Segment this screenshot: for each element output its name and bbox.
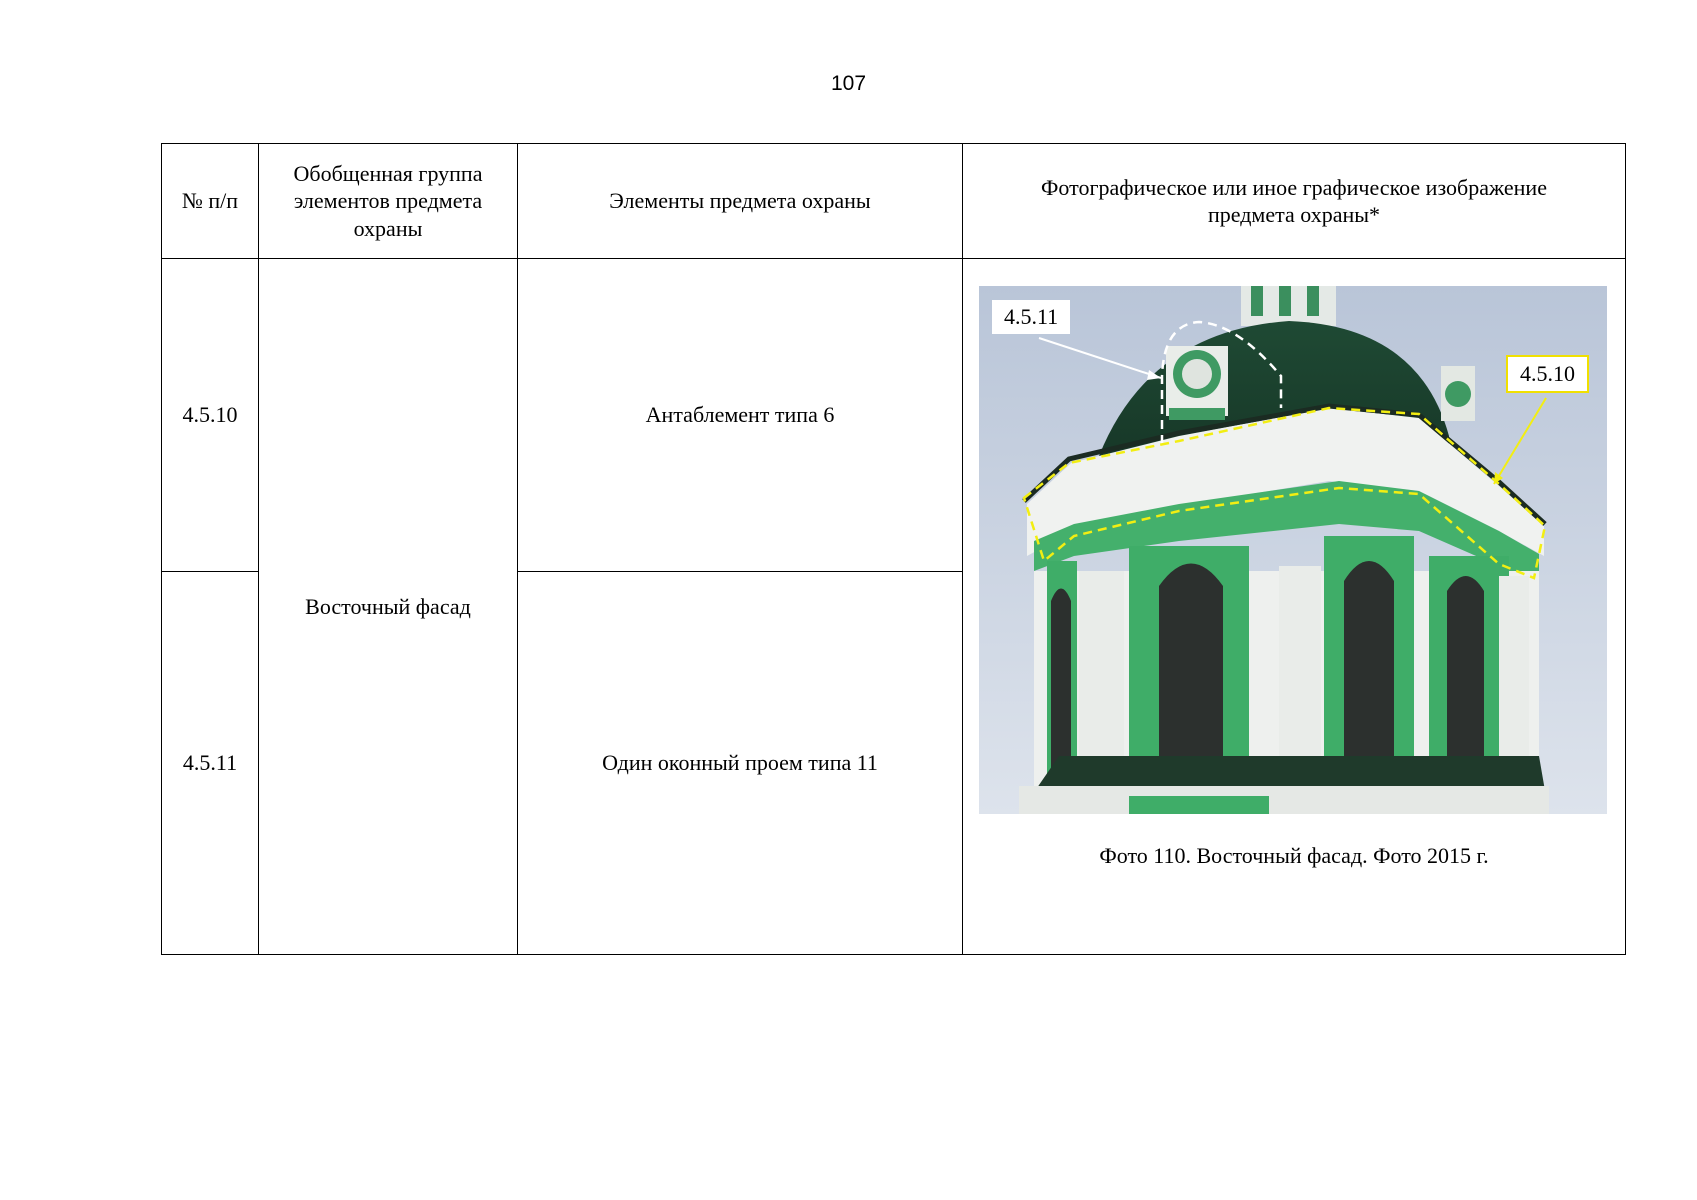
photo-label-4-5-10: 4.5.10 — [1506, 355, 1589, 393]
table-row — [162, 259, 1626, 572]
heritage-elements-table — [161, 143, 1626, 955]
header-image: Фотографическое или иное графическое изображение предмета охраны* — [963, 144, 1626, 259]
row-num: 4.5.10 — [162, 259, 259, 572]
photo-caption: Фото 110. Восточный фасад. Фото 2015 г. — [1099, 843, 1489, 868]
row-element: Антаблемент типа 6 — [518, 259, 963, 572]
photo-label-4-5-11: 4.5.11 — [992, 300, 1070, 334]
header-group: Обобщенная группа элементов предмета охраны — [259, 144, 518, 259]
photo-cell — [963, 259, 1626, 955]
row-element: Один оконный проем типа 11 — [518, 572, 963, 955]
bell-tower-photo — [979, 286, 1607, 814]
header-elements: Элементы предмета охраны — [518, 144, 963, 259]
table-header-row — [162, 144, 1626, 259]
group-cell: Восточный фасад — [259, 259, 518, 955]
row-num: 4.5.11 — [162, 572, 259, 955]
header-num: № п/п — [162, 144, 259, 259]
page-number: 107 — [830, 72, 867, 95]
